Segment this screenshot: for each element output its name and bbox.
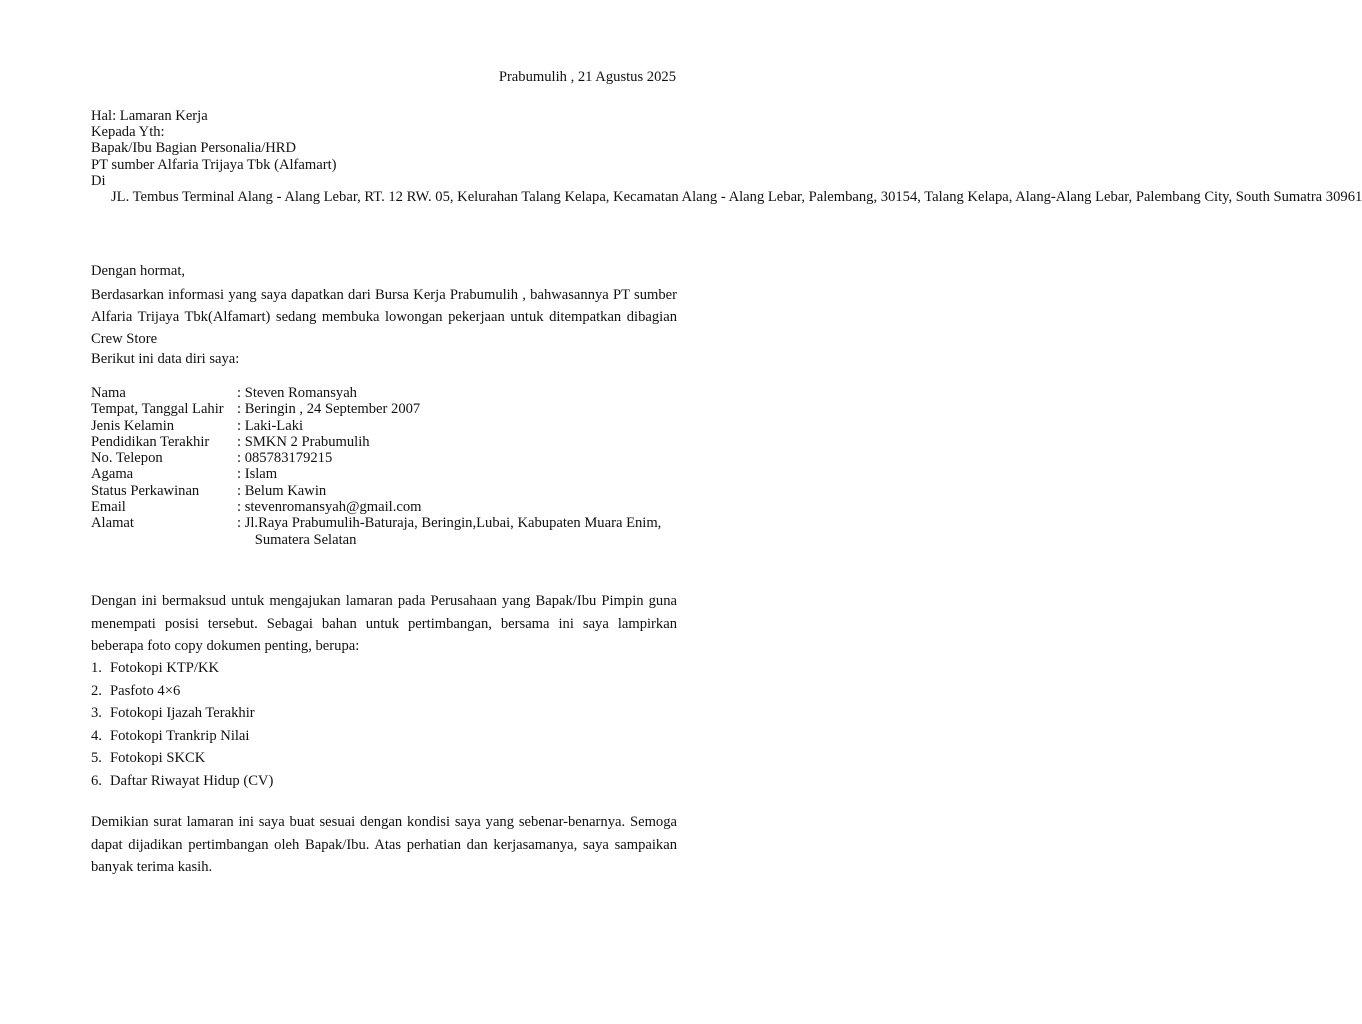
attachment-list — [91, 657, 677, 792]
list-number: 6. — [91, 772, 102, 789]
list-number: 5. — [91, 750, 102, 766]
list-item — [91, 657, 677, 680]
personal-row-jenis-kelamin — [91, 418, 677, 434]
list-number: 2. — [91, 682, 102, 699]
row-label: Nama — [91, 385, 126, 401]
list-number: 4. — [91, 727, 102, 744]
list-text: Fotokopi SKCK — [110, 750, 206, 766]
purpose-paragraph: Dengan ini bermaksud untuk mengajukan lamaran pada Perusahaan yang Bapak/Ibu Pimpin guna menempati posisi tersebut. Sebagai bahan untuk pertimbangan, bersama ini saya lampirkan beberapa foto copy dokumen penting, berupa: — [91, 593, 677, 654]
to-line: Kepada Yth: — [91, 124, 165, 141]
row-value: Belum Kawin — [244, 482, 327, 499]
row-colon: : — [237, 482, 245, 499]
personal-row-agama — [91, 466, 677, 482]
row-value: SMKN 2 Prabumulih — [244, 433, 370, 450]
row-colon: : — [237, 385, 245, 401]
company-name: PT sumber Alfaria Trijaya Tbk (Alfamart) — [91, 156, 337, 173]
row-value: Islam — [244, 466, 278, 483]
personal-row-ttl — [91, 401, 677, 417]
row-colon: : — [237, 466, 245, 483]
list-item — [91, 747, 677, 770]
subject-line: Hal: Lamaran Kerja — [91, 108, 208, 124]
row-value: Beringin , 24 September 2007 — [244, 401, 421, 418]
row-label: No. Telepon — [91, 450, 163, 467]
list-item — [91, 770, 677, 793]
row-value: Jl.Raya Prabumulih-Baturaja, Beringin,Lubai, Kabupaten Muara Enim, Sumatera Selatan — [244, 515, 662, 548]
list-text: Daftar Riwayat Hidup (CV) — [110, 772, 274, 789]
personal-row-email — [91, 499, 677, 515]
intro-paragraph: Berdasarkan informasi yang saya dapatkan dari Bursa Kerja Prabumulih , bahwasannya PT sumber Alfaria Trijaya Tbk(Alfamart) sedang membuka lowongan pekerjaan untuk ditempatkan dibagian Crew Store — [91, 287, 677, 347]
personal-row-telepon — [91, 450, 677, 466]
row-label: Email — [91, 499, 126, 516]
recipient-block — [91, 108, 1362, 206]
row-value: Laki-Laki — [244, 417, 304, 434]
list-item — [91, 725, 677, 748]
greeting: Dengan hormat, — [91, 263, 186, 279]
personal-row-status — [91, 483, 677, 499]
personal-row-nama — [91, 385, 677, 401]
list-text: Fotokopi Ijazah Terakhir — [110, 705, 255, 721]
di-line: Di — [91, 172, 106, 189]
row-label: Status Perkawinan — [91, 482, 200, 499]
data-intro: Berikut ini data diri saya: — [91, 351, 240, 367]
row-colon: : — [237, 417, 245, 434]
row-colon: : — [237, 433, 245, 450]
list-text: Pasfoto 4×6 — [110, 682, 181, 699]
recipient-title: Bapak/Ibu Bagian Personalia/HRD — [91, 140, 297, 157]
letter-date: Prabumulih , 21 Agustus 2025 — [498, 69, 676, 85]
list-text: Fotokopi KTP/KK — [110, 660, 220, 676]
personal-data-table — [91, 385, 677, 548]
personal-row-alamat — [91, 515, 677, 548]
list-item — [91, 680, 677, 703]
list-text: Fotokopi Trankrip Nilai — [110, 727, 250, 744]
list-number: 1. — [91, 660, 102, 676]
row-label: Pendidikan Terakhir — [91, 433, 210, 450]
row-colon: : — [237, 450, 245, 467]
list-number: 3. — [91, 705, 102, 721]
list-item — [91, 702, 677, 725]
row-value: 085783179215 — [244, 450, 333, 467]
row-value: stevenromansyah@gmail.com — [244, 499, 422, 516]
row-label: Agama — [91, 466, 134, 483]
row-colon: : — [237, 499, 245, 516]
company-address: JL. Tembus Terminal Alang - Alang Lebar, RT. 12 RW. 05, Kelurahan Talang Kelapa, Kecamatan Alang - Alang Lebar, Palembang, 30154, Talang Kelapa, Alang-Alang Lebar, Palembang City, South Sumatra 30961 — [111, 189, 1362, 206]
personal-row-pendidikan — [91, 434, 677, 450]
closing-paragraph: Demikian surat lamaran ini saya buat sesuai dengan kondisi saya yang sebenar-benarnya. Semoga dapat dijadikan pertimbangan oleh Bapak/Ibu. Atas perhatian dan kerjasamanya, saya sampaikan banyak terima kasih. — [91, 814, 677, 875]
row-value: Steven Romansyah — [244, 385, 357, 401]
row-label: Tempat, Tanggal Lahir — [91, 401, 224, 418]
row-colon: : — [237, 401, 245, 418]
row-label: Alamat — [91, 515, 134, 532]
row-colon: : — [237, 515, 245, 532]
row-label: Jenis Kelamin — [91, 417, 175, 434]
